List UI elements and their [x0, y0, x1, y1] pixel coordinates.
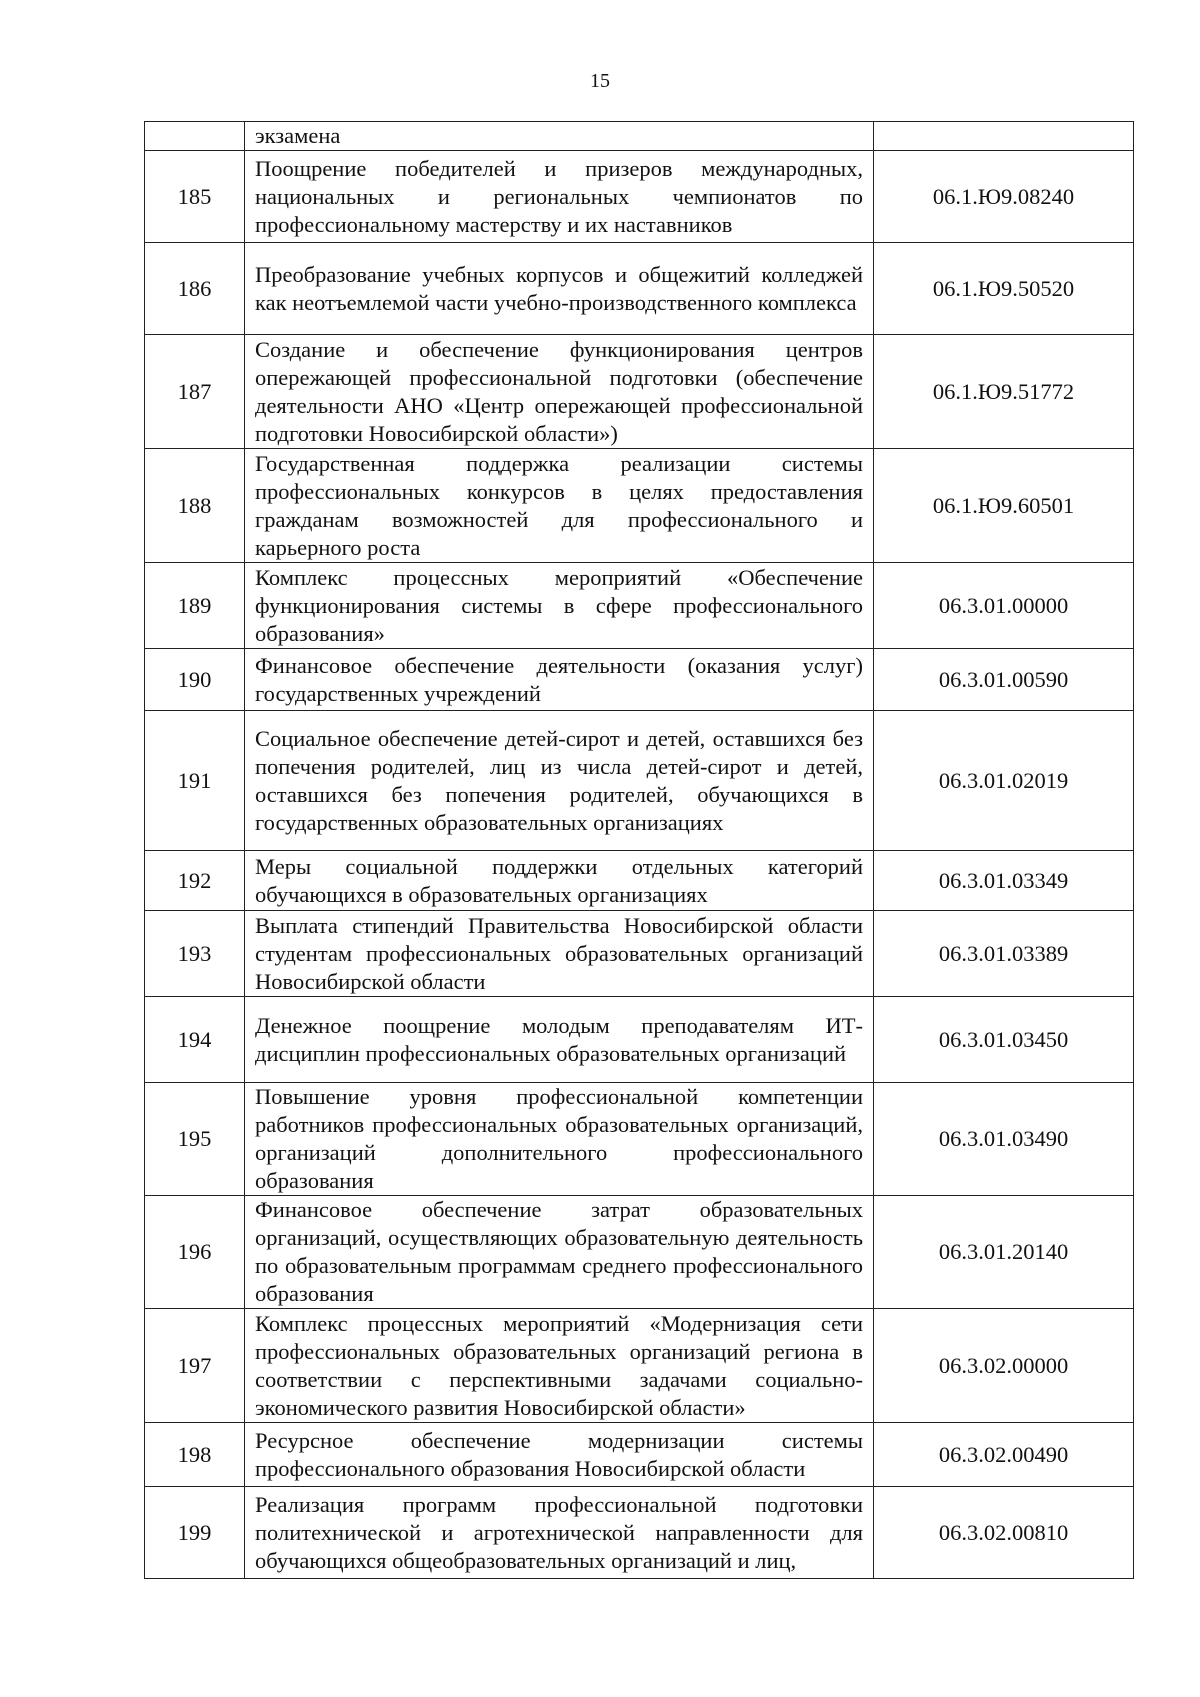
table-row	[145, 1423, 1134, 1487]
row-name: Государственная поддержка реализации системы профессиональных конкурсов в целях предоставления гражданам возможностей для профессионального и карьерного роста	[245, 449, 874, 563]
row-number: 189	[145, 563, 245, 649]
row-code: 06.3.01.03490	[874, 1083, 1134, 1196]
row-code: 06.3.01.00590	[874, 649, 1134, 711]
row-name: Поощрение победителей и призеров международных, национальных и региональных чемпионатов по профессиональному мастерству и их наставников	[245, 151, 874, 243]
table-row	[145, 243, 1134, 335]
row-name: Создание и обеспечение функционирования центров опережающей профессиональной подготовки (обеспечение деятельности АНО «Центр опережающей профессиональной подготовки Новосибирской области»)	[245, 335, 874, 449]
table-row	[145, 1487, 1134, 1579]
row-code: 06.3.01.03349	[874, 851, 1134, 911]
row-number: 190	[145, 649, 245, 711]
row-code	[874, 122, 1134, 151]
row-code: 06.3.01.03450	[874, 997, 1134, 1083]
table-row	[145, 1083, 1134, 1196]
row-name: Ресурсное обеспечение модернизации системы профессионального образования Новосибирской области	[245, 1423, 874, 1487]
table-row	[145, 151, 1134, 243]
row-code: 06.3.02.00810	[874, 1487, 1134, 1579]
row-number: 196	[145, 1196, 245, 1309]
row-code: 06.3.01.00000	[874, 563, 1134, 649]
row-number: 186	[145, 243, 245, 335]
row-code: 06.1.Ю9.08240	[874, 151, 1134, 243]
row-code: 06.1.Ю9.60501	[874, 449, 1134, 563]
row-code: 06.1.Ю9.50520	[874, 243, 1134, 335]
table-row	[145, 851, 1134, 911]
table-row	[145, 449, 1134, 563]
row-code: 06.3.02.00000	[874, 1309, 1134, 1423]
row-number: 194	[145, 997, 245, 1083]
row-name: Финансовое обеспечение деятельности (оказания услуг) государственных учреждений	[245, 649, 874, 711]
table-row	[145, 1309, 1134, 1423]
row-code: 06.3.02.00490	[874, 1423, 1134, 1487]
row-name: Комплекс процессных мероприятий «Модернизация сети профессиональных образовательных организаций региона в соответствии с перспективными задачами социально-экономического развития Новосибирской области»	[245, 1309, 874, 1423]
table-row	[145, 1196, 1134, 1309]
row-number: 185	[145, 151, 245, 243]
row-number	[145, 122, 245, 151]
row-name: Повышение уровня профессиональной компетенции работников профессиональных образовательных организаций, организаций дополнительного профессионального образования	[245, 1083, 874, 1196]
page-number: 15	[590, 70, 610, 92]
table-row	[145, 122, 1134, 151]
row-number: 197	[145, 1309, 245, 1423]
row-number: 199	[145, 1487, 245, 1579]
row-name: Реализация программ профессиональной подготовки политехнической и агротехнической направленности для обучающихся общеобразовательных организаций и лиц,	[245, 1487, 874, 1579]
table-row	[145, 711, 1134, 851]
row-code: 06.3.01.02019	[874, 711, 1134, 851]
row-name: экзамена	[245, 122, 874, 151]
row-name: Социальное обеспечение детей-сирот и детей, оставшихся без попечения родителей, лиц из числа детей-сирот и детей, оставшихся без попечения родителей, обучающихся в государственных образовательных организациях	[245, 711, 874, 851]
table-row	[145, 335, 1134, 449]
table-row	[145, 997, 1134, 1083]
row-number: 191	[145, 711, 245, 851]
table-row	[145, 563, 1134, 649]
row-name: Выплата стипендий Правительства Новосибирской области студентам профессиональных образовательных организаций Новосибирской области	[245, 911, 874, 997]
table-row	[145, 911, 1134, 997]
table-row	[145, 649, 1134, 711]
row-number: 192	[145, 851, 245, 911]
row-number: 187	[145, 335, 245, 449]
row-name: Комплекс процессных мероприятий «Обеспечение функционирования системы в сфере профессионального образования»	[245, 563, 874, 649]
row-name: Преобразование учебных корпусов и общежитий колледжей как неотъемлемой части учебно-производственного комплекса	[245, 243, 874, 335]
row-name: Финансовое обеспечение затрат образовательных организаций, осуществляющих образовательную деятельность по образовательным программам среднего профессионального образования	[245, 1196, 874, 1309]
row-name: Меры социальной поддержки отдельных категорий обучающихся в образовательных организациях	[245, 851, 874, 911]
row-number: 195	[145, 1083, 245, 1196]
row-number: 188	[145, 449, 245, 563]
row-number: 193	[145, 911, 245, 997]
row-code: 06.3.01.20140	[874, 1196, 1134, 1309]
row-name: Денежное поощрение молодым преподавателям ИТ-дисциплин профессиональных образовательных организаций	[245, 997, 874, 1083]
row-code: 06.3.01.03389	[874, 911, 1134, 997]
budget-codes-table	[144, 121, 1134, 1579]
row-number: 198	[145, 1423, 245, 1487]
row-code: 06.1.Ю9.51772	[874, 335, 1134, 449]
